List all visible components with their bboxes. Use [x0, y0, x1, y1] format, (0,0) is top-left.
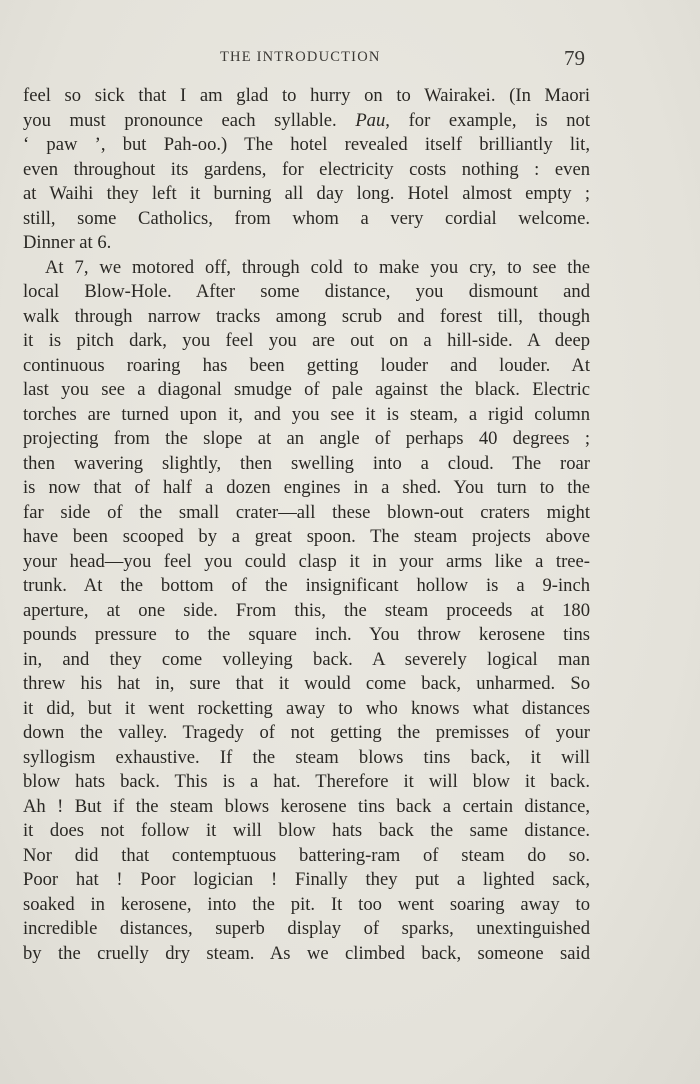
text-line: your head—you feel you could clasp it in your arms like a tree- [23, 550, 590, 572]
text-line: projecting from the slope at an angle of perhaps 40 degrees ; [23, 428, 590, 449]
text-line: Poor hat ! Poor logician ! Finally they put a lighted sack, [23, 869, 590, 890]
text-line: you must pronounce each syllable. Pau, for example, is not [23, 109, 591, 131]
text-line: threw his hat in, sure that it would come back, unharmed. So [23, 673, 590, 694]
text-line: Dinner at 6. [23, 232, 112, 253]
text-line: trunk. At the bottom of the insignificant hollow is a 9-inch [23, 575, 590, 596]
text-line: it did, but it went rocketting away to who knows what distances [23, 697, 590, 719]
body-text [23, 84, 590, 966]
text-line: feel so sick that I am glad to hurry on to Wairakei. (In Maori [23, 85, 590, 106]
text-line: torches are turned upon it, and you see it is steam, a rigid column [23, 403, 590, 425]
text-line: soaked in kerosene, into the pit. It too went soaring away to [23, 893, 590, 915]
text-line: far side of the small crater—all these blown-out craters might [23, 501, 590, 523]
text-line: it is pitch dark, you feel you are out on a hill-side. A deep [23, 330, 590, 351]
text-line: then wavering slightly, then swelling into a cloud. The roar [23, 452, 590, 474]
text-line: is now that of half a dozen engines in a shed. You turn to the [23, 477, 590, 498]
text-line: syllogism exhaustive. If the steam blows tins back, it will [23, 746, 590, 768]
text-line: last you see a diagonal smudge of pale against the black. Electric [23, 379, 590, 400]
text-line: pounds pressure to the square inch. You throw kerosene tins [23, 624, 590, 645]
italic-word: Pau [355, 109, 386, 131]
text-line: blow hats back. This is a hat. Therefore it will blow it back. [23, 771, 590, 792]
text-line: At 7, we motored off, through cold to make you cry, to see the [45, 256, 590, 278]
text-line: even throughout its gardens, for electricity costs nothing : even [23, 158, 590, 180]
page-number: 79 [564, 46, 585, 70]
text-line: local Blow-Hole. After some distance, you dismount and [23, 281, 590, 302]
text-line: in, and they come volleying back. A severely logical man [23, 648, 590, 670]
text-line: still, some Catholics, from whom a very cordial welcome. [23, 207, 590, 229]
text-line: it does not follow it will blow hats back the same distance. [23, 820, 590, 841]
text-line: at Waihi they left it burning all day long. Hotel almost empty ; [23, 183, 590, 204]
text-line: walk through narrow tracks among scrub and forest till, though [23, 305, 590, 327]
running-head [0, 46, 700, 73]
text-line: have been scooped by a great spoon. The steam projects above [23, 526, 590, 547]
text-line: incredible distances, superb display of sparks, unextinguished [23, 918, 590, 939]
text-line: aperture, at one side. From this, the steam proceeds at 180 [23, 599, 590, 621]
text-line: ‘ paw ’, but Pah-oo.) The hotel revealed itself brilliantly lit, [23, 134, 590, 155]
running-title: THE INTRODUCTION [220, 49, 381, 65]
text-line: Ah ! But if the steam blows kerosene tins back a certain distance, [23, 795, 590, 817]
text-line: Nor did that contemptuous battering-ram of steam do so. [23, 844, 590, 866]
text-line: by the cruelly dry steam. As we climbed back, someone said [23, 942, 590, 964]
text-line: down the valley. Tragedy of not getting the premisses of your [23, 722, 590, 743]
text-line: continuous roaring has been getting louder and louder. At [23, 354, 590, 376]
